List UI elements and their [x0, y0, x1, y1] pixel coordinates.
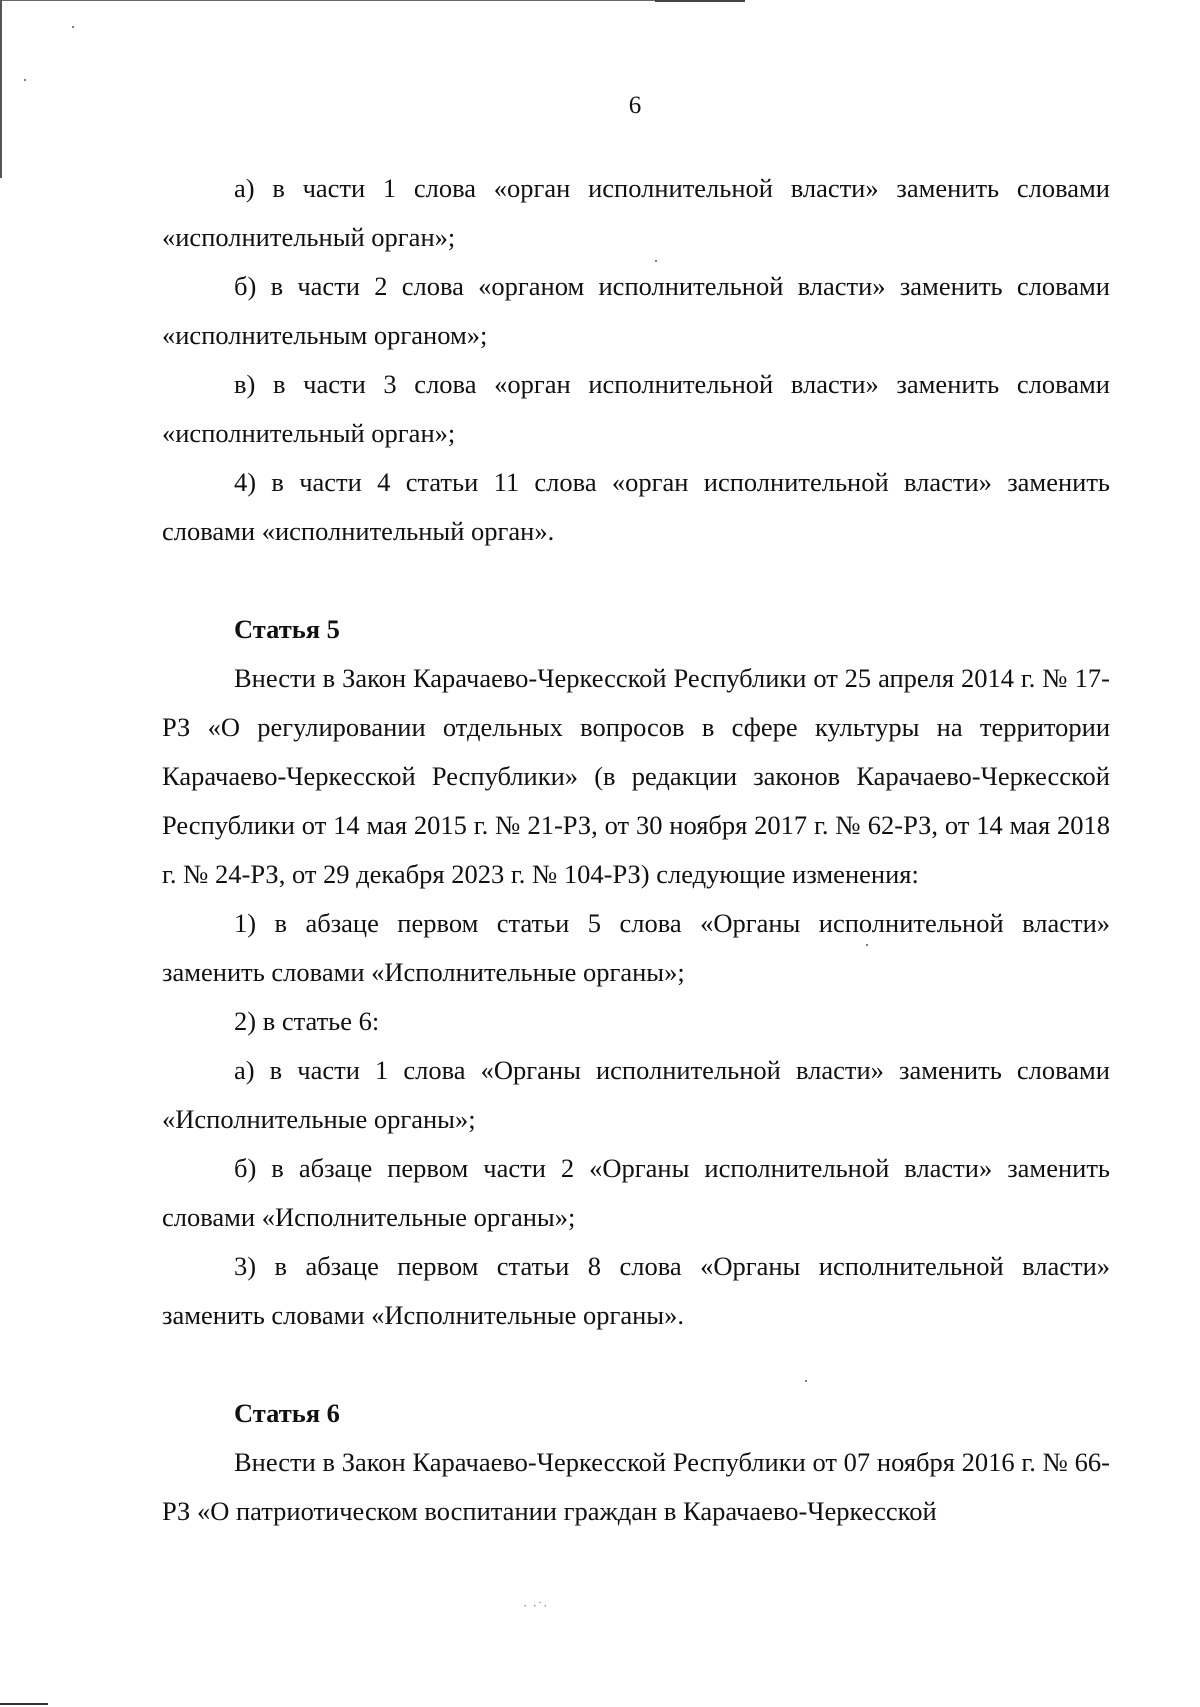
article-5-intro: Внести в Закон Карачаево-Черкесской Республики от 25 апреля 2014 г. № 17-РЗ «О регулировании отдельных вопросов в сфере культуры на территории Карачаево-Черкесской Республики» (в редакции законов Карачаево-Черкесской Республики от 14 мая 2015 г. № 21-РЗ, от 30 ноября 2017 г. № 62-РЗ, от 14 мая 2018 г. № 24-РЗ, от 29 декабря 2023 г. № 104-РЗ) следующие изменения: — [162, 663, 1110, 889]
scan-edge-top — [0, 0, 745, 1]
scan-speck — [72, 26, 74, 28]
paragraph-item-b: б) в части 2 слова «органом исполнительной власти» заменить словами «исполнительным органом»; — [162, 271, 1110, 350]
article-5-heading: Статья 5 — [234, 614, 340, 644]
scan-edge-left — [0, 0, 2, 178]
document-body — [162, 164, 1110, 1536]
paragraph-item-v: в) в части 3 слова «орган исполнительной власти» заменить словами «исполнительный орган»; — [162, 369, 1110, 448]
paragraph-item-a: а) в части 1 слова «орган исполнительной власти» заменить словами «исполнительный орган»; — [162, 173, 1110, 252]
scan-stamp-mark: · ·˙· — [523, 1598, 549, 1613]
scan-speck — [24, 79, 26, 81]
article-5-item-3: 3) в абзаце первом статьи 8 слова «Органы исполнительной власти» заменить словами «Исполнительные органы». — [162, 1251, 1110, 1330]
article-6-heading: Статья 6 — [234, 1398, 340, 1428]
article-5-item-1: 1) в абзаце первом статьи 5 слова «Органы исполнительной власти» заменить словами «Исполнительные органы»; — [162, 908, 1110, 987]
article-5-item-2: 2) в статье 6: — [234, 1006, 380, 1036]
article-6-intro: Внести в Закон Карачаево-Черкесской Республики от 07 ноября 2016 г. № 66-РЗ «О патриотическом воспитании граждан в Карачаево-Черкесской — [162, 1447, 1110, 1526]
paragraph-item-4: 4) в части 4 статьи 11 слова «орган исполнительной власти» заменить словами «исполнительный орган». — [162, 467, 1110, 546]
scan-edge-bottom — [0, 1703, 48, 1705]
scan-edge-top-mark — [655, 0, 745, 2]
page-number: 6 — [628, 92, 642, 119]
article-5-item-2b: б) в абзаце первом части 2 «Органы исполнительной власти» заменить словами «Исполнительные органы»; — [162, 1153, 1110, 1232]
article-5-item-2a: а) в части 1 слова «Органы исполнительной власти» заменить словами «Исполнительные органы»; — [162, 1055, 1110, 1134]
